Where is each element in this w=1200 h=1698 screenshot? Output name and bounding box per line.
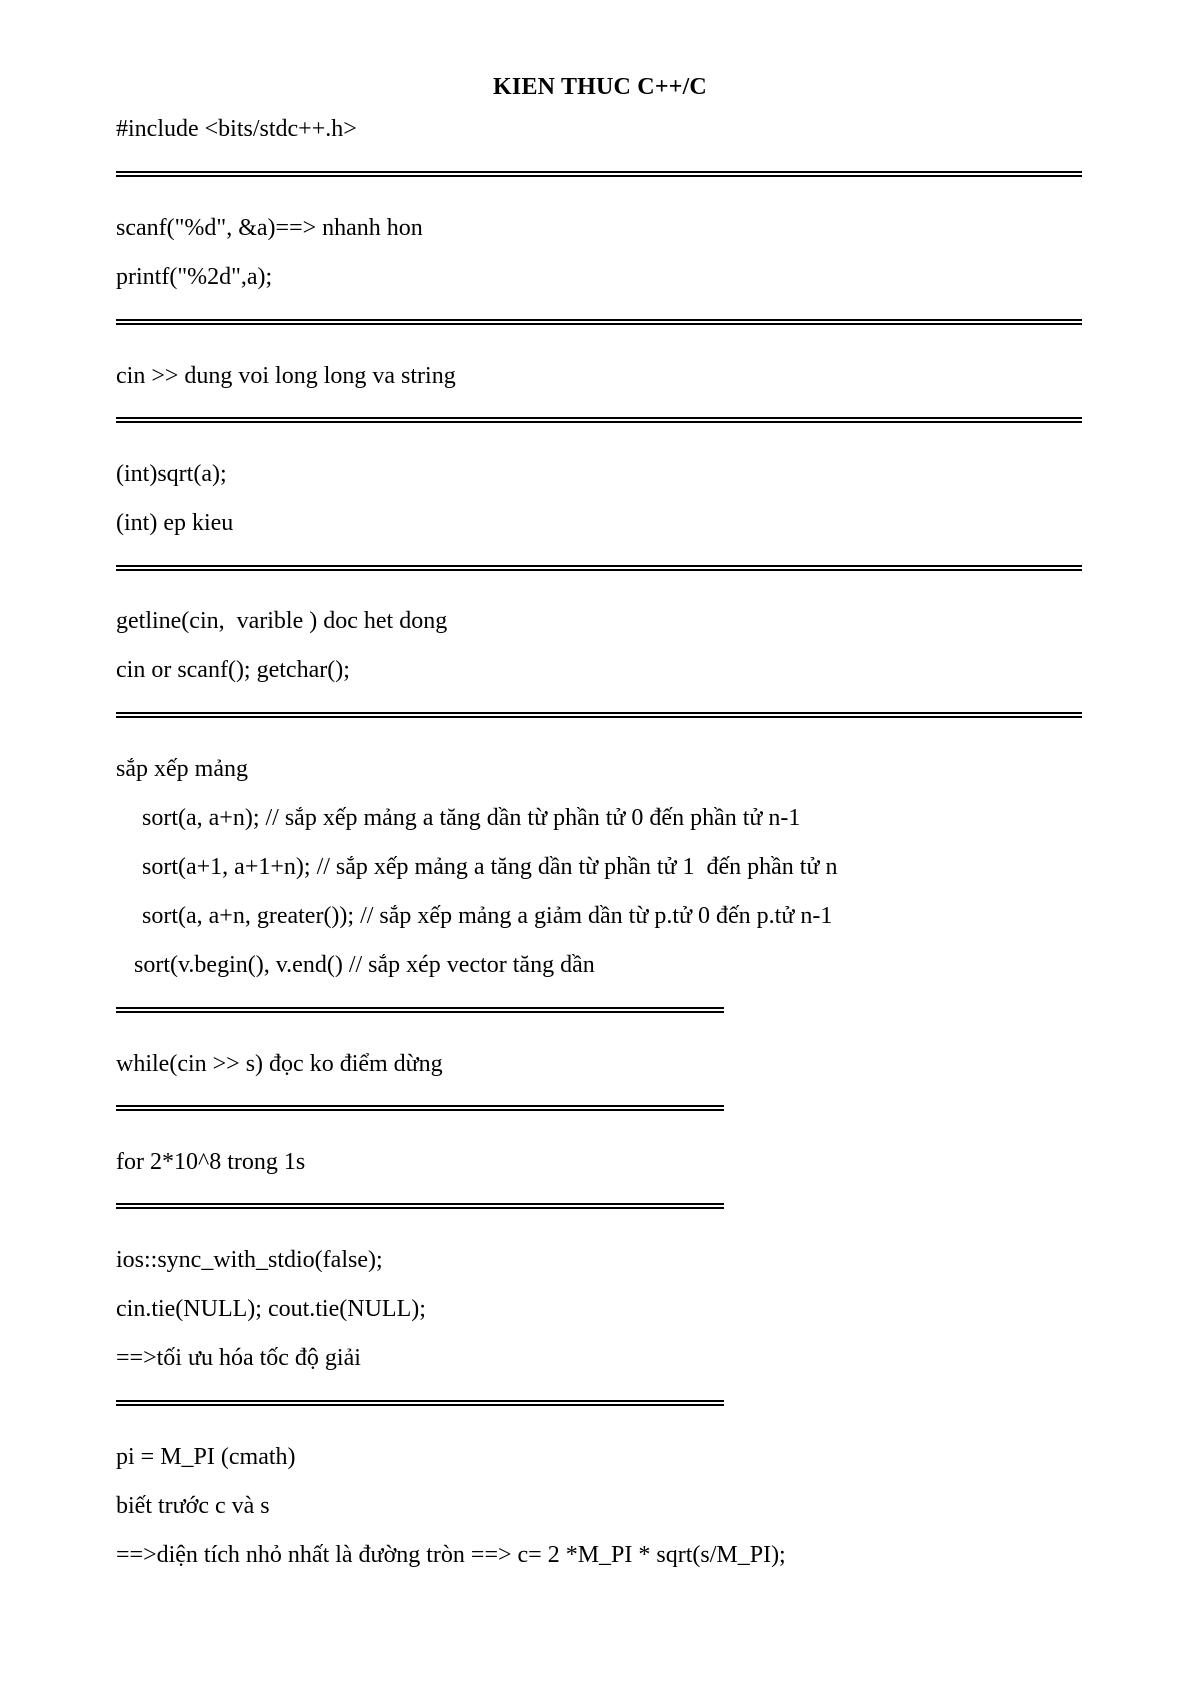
getline-line: getline(cin, varible ) doc het dong [116,608,448,634]
separator-double-line [116,1105,724,1111]
sqrt-line: (int)sqrt(a); [116,461,227,487]
pi-line: pi = M_PI (cmath) [116,1444,296,1470]
separator-double-line [116,712,1082,718]
getchar-line: cin or scanf(); getchar(); [116,657,350,683]
cin-long-line: cin >> dung voi long long va string [116,363,456,389]
optimize-line: ==>tối ưu hóa tốc độ giải [116,1345,361,1371]
sort-line-1: sort(a, a+n); // sắp xếp mảng a tăng dần từ phần tử 0 đến phần tử n-1 [142,805,801,831]
sort-line-3: sort(a, a+n, greater()); // sắp xếp mảng a giảm dần từ p.tử 0 đến p.tử n-1 [142,903,833,929]
cast-line: (int) ep kieu [116,510,234,536]
separator-double-line [116,319,1082,325]
while-cin-line: while(cin >> s) đọc ko điểm dừng [116,1051,443,1077]
separator-double-line [116,171,1082,177]
separator-double-line [116,565,1082,571]
sort-line-2: sort(a+1, a+1+n); // sắp xếp mảng a tăng dần từ phần tử 1 đến phần tử n [142,854,838,880]
document-title: KIEN THUC C++/C [493,74,707,100]
circle-line: ==>diện tích nhỏ nhất là đường tròn ==> c= 2 *M_PI * sqrt(s/M_PI); [116,1542,786,1568]
printf-line: printf("%2d",a); [116,264,273,290]
separator-double-line [116,1400,724,1406]
known-line: biết trước c và s [116,1493,270,1519]
sort-heading: sắp xếp mảng [116,756,248,782]
separator-double-line [116,1007,724,1013]
sync-line: ios::sync_with_stdio(false); [116,1247,383,1273]
scanf-line: scanf("%d", &a)==> nhanh hon [116,215,423,241]
tie-line: cin.tie(NULL); cout.tie(NULL); [116,1296,426,1322]
separator-double-line [116,417,1082,423]
sort-line-4: sort(v.begin(), v.end() // sắp xép vector tăng dần [134,952,595,978]
separator-double-line [116,1203,724,1209]
include-line: #include <bits/stdc++.h> [116,116,357,142]
for-speed-line: for 2*10^8 trong 1s [116,1149,306,1175]
